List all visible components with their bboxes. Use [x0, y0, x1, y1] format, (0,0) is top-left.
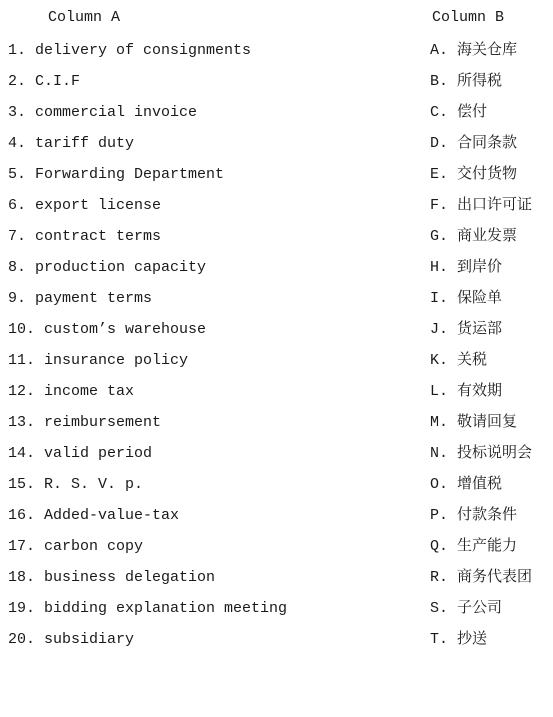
- column-b-item: Q. 生产能力: [430, 538, 518, 555]
- column-a-item: 14. valid period: [8, 445, 153, 462]
- matching-row: [0, 195, 553, 226]
- column-b-header: Column B: [432, 9, 505, 26]
- column-b-item: G. 商业发票: [430, 228, 518, 245]
- column-b-item: P. 付款条件: [430, 507, 518, 524]
- matching-row: [0, 257, 553, 288]
- matching-row: [0, 350, 553, 381]
- column-b-item: M. 敬请回复: [430, 414, 518, 431]
- column-a-item: 8. production capacity: [8, 259, 207, 276]
- column-b-item: K. 关税: [430, 352, 488, 369]
- column-a-item: 13. reimbursement: [8, 414, 162, 431]
- matching-row: [0, 133, 553, 164]
- column-b-item: S. 子公司: [430, 600, 503, 617]
- column-a-item: 5. Forwarding Department: [8, 166, 225, 183]
- matching-row: [0, 319, 553, 350]
- column-b-item: R. 商务代表团: [430, 569, 533, 586]
- column-a-item: 19. bidding explanation meeting: [8, 600, 288, 617]
- column-a-item: 7. contract terms: [8, 228, 162, 245]
- matching-row: [0, 102, 553, 133]
- column-a-item: 15. R. S. V. p.: [8, 476, 144, 493]
- matching-row: [0, 412, 553, 443]
- column-b-item: J. 货运部: [430, 321, 503, 338]
- column-a-item: 16. Added-value-tax: [8, 507, 180, 524]
- matching-row: [0, 536, 553, 567]
- column-b-item: E. 交付货物: [430, 166, 518, 183]
- column-a-item: 20. subsidiary: [8, 631, 135, 648]
- column-a-item: 6. export license: [8, 197, 162, 214]
- matching-row: [0, 598, 553, 629]
- matching-row: [0, 443, 553, 474]
- matching-row: [0, 288, 553, 319]
- matching-row: [0, 164, 553, 195]
- column-a-item: 4. tariff duty: [8, 135, 135, 152]
- column-a-item: 3. commercial invoice: [8, 104, 198, 121]
- column-b-item: D. 合同条款: [430, 135, 518, 152]
- column-b-item: C. 偿付: [430, 104, 488, 121]
- matching-row: [0, 567, 553, 598]
- column-a-item: 18. business delegation: [8, 569, 216, 586]
- column-a-item: 2. C.I.F: [8, 73, 81, 90]
- column-b-item: N. 投标说明会: [430, 445, 533, 462]
- column-a-item: 9. payment terms: [8, 290, 153, 307]
- column-a-item: 1. delivery of consignments: [8, 42, 252, 59]
- matching-row: [0, 381, 553, 412]
- column-b-item: L. 有效期: [430, 383, 503, 400]
- matching-rows: [0, 40, 553, 660]
- column-a-header: Column A: [48, 9, 121, 26]
- matching-row: [0, 629, 553, 660]
- column-b-item: O. 增值税: [430, 476, 503, 493]
- matching-row: [0, 226, 553, 257]
- column-b-item: F. 出口许可证: [430, 197, 533, 214]
- column-b-item: B. 所得税: [430, 73, 503, 90]
- matching-row: [0, 40, 553, 71]
- column-a-item: 10. custom’s warehouse: [8, 321, 207, 338]
- column-b-item: A. 海关仓库: [430, 42, 518, 59]
- matching-row: [0, 71, 553, 102]
- column-b-item: I. 保险单: [430, 290, 503, 307]
- column-a-item: 12. income tax: [8, 383, 135, 400]
- column-a-item: 17. carbon copy: [8, 538, 144, 555]
- column-a-item: 11. insurance policy: [8, 352, 189, 369]
- matching-row: [0, 505, 553, 536]
- column-b-item: H. 到岸价: [430, 259, 503, 276]
- matching-row: [0, 474, 553, 505]
- column-b-item: T. 抄送: [430, 631, 488, 648]
